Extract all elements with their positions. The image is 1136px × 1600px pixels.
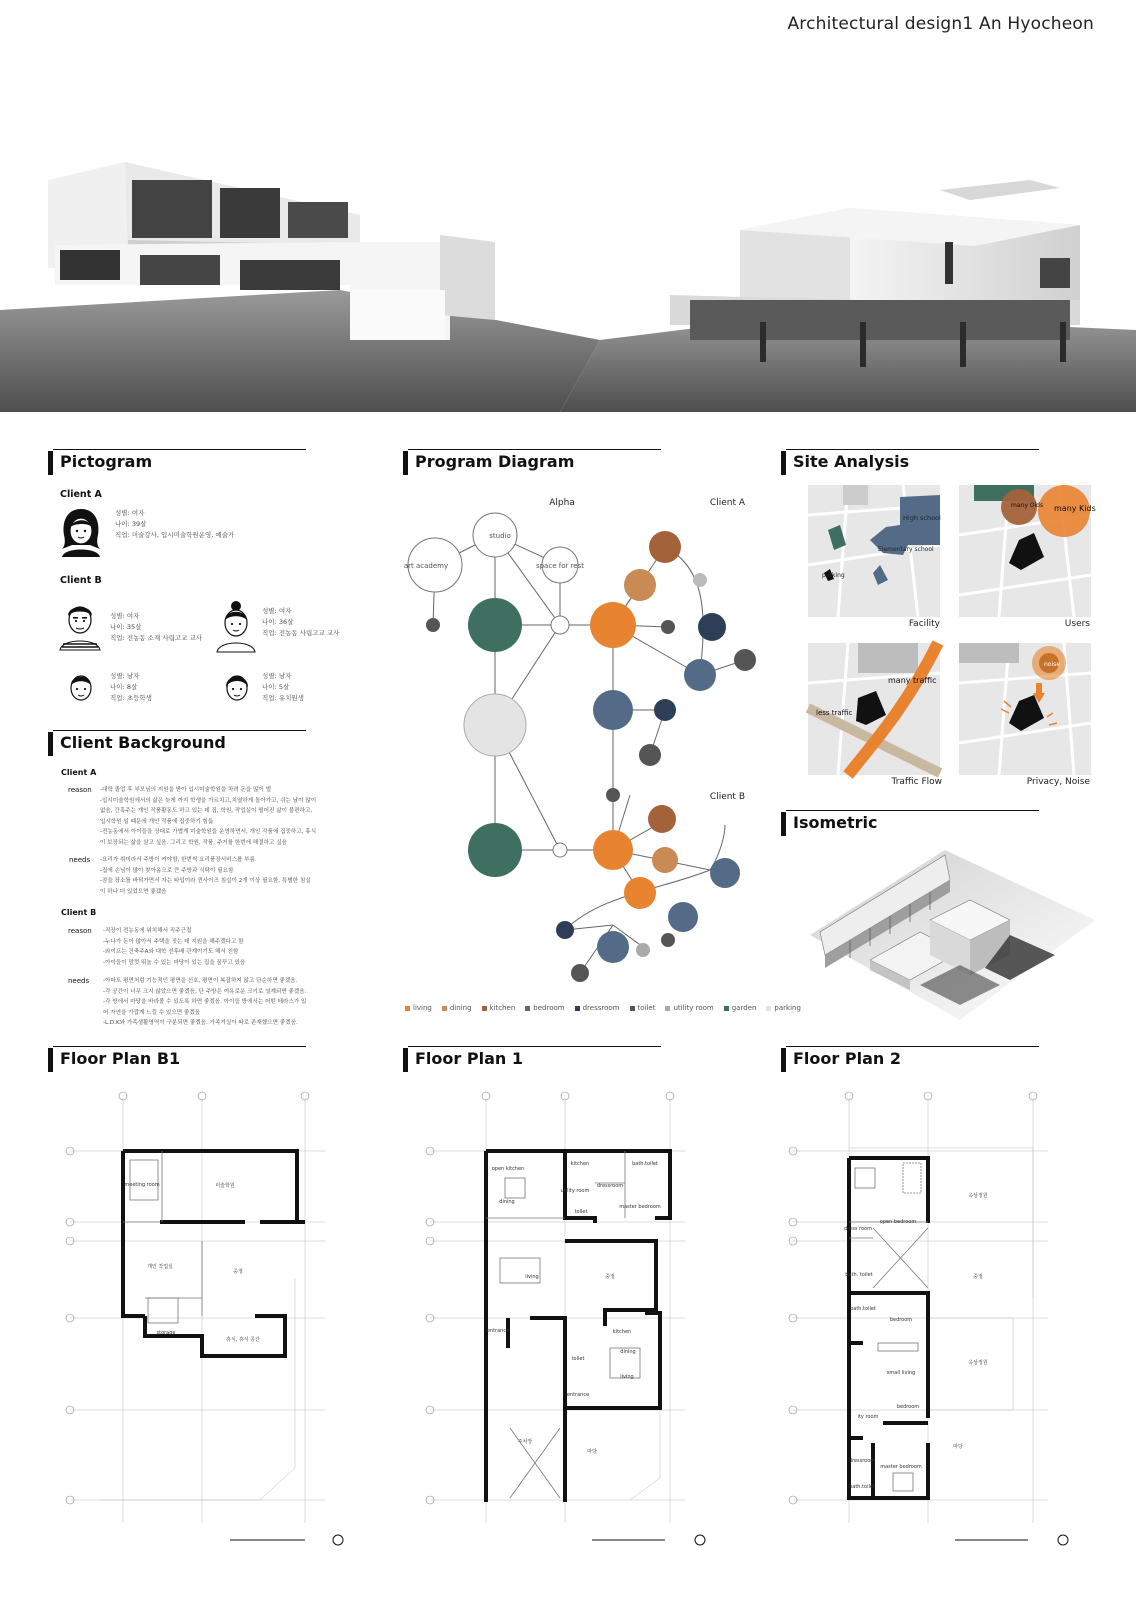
site-label-parking: parking — [822, 572, 845, 579]
plan-walls — [849, 1158, 928, 1498]
node-kitchen — [648, 805, 676, 833]
bg-line: -누나가 돈이 많아서 주택을 짓는 데 지원을 해주겠다고 함 — [103, 938, 244, 945]
legend-label: utility room — [673, 1004, 714, 1012]
room-label: 휴식, 휴식 공간 — [226, 1337, 260, 1343]
program-alpha-label: Alpha — [549, 498, 575, 508]
bg-line: -요리가 취미라서 주방이 커야함, 한번씩 요리품장서비스를 부름. — [100, 857, 257, 863]
node-kitchen — [649, 531, 681, 563]
section-title: Pictogram — [60, 452, 153, 471]
bg-line: -집에 손님이 많이 찾아옴으로 큰 주방과 식탁이 필요함 — [100, 867, 234, 874]
site-label-many-kids: many Kids — [1054, 504, 1096, 513]
bg-line: 없음, 간혹주는 개인 작품활동도 하고 있는 데 집, 학원, 작업실이 떨어진 삶이 불편하고, — [100, 808, 313, 814]
node-junction — [551, 616, 569, 634]
section-site — [781, 449, 1039, 475]
room-label: 중정 — [233, 1269, 243, 1275]
section-program — [403, 449, 661, 475]
north-arrow-icon — [1058, 1535, 1068, 1545]
legend-label: bedroom — [533, 1004, 565, 1012]
client-b1-info-line: 나이: 35살 — [110, 623, 142, 631]
client-b4-info-line: 성별: 남자 — [262, 672, 292, 680]
node-utility — [636, 943, 650, 957]
bg-line: -L.D.K와 가족생활영역이 구분되면 좋겠음. 가족거실이 따로 존재했으면 좋겠음. — [103, 1020, 298, 1026]
room-label: toilet — [574, 1209, 588, 1215]
poster-title: Architectural design1 An Hyocheon — [787, 14, 1094, 34]
legend-item — [724, 1004, 757, 1012]
room-label: dress room — [844, 1226, 872, 1232]
bg-line: -대학 졸업 후 부모님의 지원을 받아 입시미술학원을 차려 돈을 많이 벌 — [100, 787, 272, 793]
room-label: 중정 — [605, 1274, 615, 1280]
avatar-client-b-man — [58, 600, 102, 650]
room-label: 마당 — [953, 1444, 963, 1450]
program-client-a-label: Client A — [709, 498, 745, 508]
bg-client-b-label: Client B — [61, 908, 97, 917]
site-label-less-traffic: less traffic — [816, 709, 853, 717]
client-b4-info-line: 직업: 유치원생 — [262, 694, 304, 702]
bg-line: 입시학원 일 때문에 개인 작품에 집중하기 힘듦 — [100, 818, 214, 825]
room-label: open bedroom — [879, 1219, 917, 1225]
bg-line: -각 방에서 마당을 바라볼 수 있도록 하면 좋겠음. 아이들 방에서는 어떤 테라스가 있 — [103, 999, 307, 1005]
node-bedroom — [593, 690, 633, 730]
legend-label: living — [413, 1004, 432, 1012]
bg-line: -아파트 평면처럼 기능적인 평면을 선호, 평면이 복잡하지 않고 단순하면 좋겠음. — [103, 978, 298, 984]
floor-plan-2 — [783, 1088, 1073, 1558]
legend-label: kitchen — [489, 1004, 516, 1012]
legend-label: garden — [731, 1004, 757, 1012]
client-b3-info-line: 성별: 남자 — [110, 672, 140, 680]
avatar-client-a — [58, 505, 104, 557]
site-map-traffic — [808, 643, 940, 775]
program-diagram — [400, 485, 760, 995]
bg-line: -아이들이 맘껏 뛰놀 수 있는 마당이 있는 집을 꿈꾸고 있음 — [103, 959, 246, 966]
section-title: Floor Plan 1 — [415, 1049, 523, 1068]
section-title: Floor Plan 2 — [793, 1049, 901, 1068]
bg-line: 어 자연을 가깝게 느낄 수 있으면 좋겠음 — [103, 1009, 201, 1016]
node-utility — [693, 573, 707, 587]
site-label-many-olds: many Olds — [1011, 502, 1044, 509]
room-label: dressroom — [596, 1183, 624, 1189]
room-label: living — [620, 1374, 634, 1380]
node-garden — [468, 823, 522, 877]
node-parking — [464, 694, 526, 756]
left-ground — [0, 290, 600, 412]
isometric-drawing — [810, 840, 1100, 1040]
room-label: small living — [886, 1370, 916, 1376]
section-title: Isometric — [793, 813, 878, 832]
room-label: 미술학원 — [215, 1183, 235, 1189]
legend-item — [442, 1004, 472, 1012]
room-label: bedroom — [889, 1317, 913, 1323]
node-label-space-for-rest: space for rest — [535, 562, 585, 570]
bg-a-needs-label: needs — [69, 856, 91, 864]
legend-item — [482, 1004, 516, 1012]
legend-item — [766, 1004, 801, 1012]
program-client-b-label: Client B — [709, 792, 745, 802]
node-garden — [468, 598, 522, 652]
floor-plan-1 — [420, 1088, 710, 1558]
client-b1-info-line: 직업: 전농동 소재 사립고교 교사 — [110, 634, 203, 642]
node-toilet — [639, 744, 661, 766]
node-dining — [652, 847, 678, 873]
client-a-label: Client A — [60, 489, 102, 500]
client-b3-info-line: 나이: 8살 — [110, 683, 138, 691]
room-label: dressroom — [848, 1458, 876, 1464]
node-living — [590, 602, 636, 648]
node-bedroom — [710, 858, 740, 888]
section-plan-1 — [403, 1046, 661, 1072]
legend-item — [575, 1004, 620, 1012]
room-label: utility room — [560, 1188, 590, 1194]
room-label: entrance — [486, 1328, 510, 1334]
bg-line: -전농동에서 아이들을 상대로 가볍게 미술학원을 운영하면서, 개인 작품에 집중하고, 휴식 — [100, 829, 317, 835]
room-label: 옥상정원 — [968, 1193, 988, 1199]
site-label-high-school: High school — [903, 514, 941, 522]
client-a-info-line: 직업: 미술강사, 입시미술학원운영, 예술가 — [115, 531, 235, 539]
node-living — [624, 877, 656, 909]
node-toilet — [661, 933, 675, 947]
section-title: Program Diagram — [415, 452, 575, 471]
node-bedroom — [597, 931, 629, 963]
room-label: toilet — [571, 1356, 585, 1362]
room-label: bedroom — [896, 1404, 920, 1410]
section-title: Client Background — [60, 733, 226, 752]
site-map-privacy — [959, 643, 1091, 775]
node-dining — [624, 569, 656, 601]
section-background — [48, 730, 306, 756]
program-links — [433, 535, 745, 973]
room-label: 주차장 — [517, 1439, 533, 1445]
room-label: 개인 작업실 — [147, 1264, 173, 1270]
room-label: ity room — [857, 1414, 879, 1420]
room-label: 옥상정원 — [968, 1360, 988, 1366]
room-label: dining — [499, 1199, 515, 1205]
room-label: bath. toilet — [845, 1272, 873, 1278]
node-bedroom — [684, 659, 716, 691]
client-b-label: Client B — [60, 575, 102, 586]
room-label: bath.toilet — [849, 1484, 875, 1490]
section-pictogram — [48, 449, 306, 475]
node-toilet — [734, 649, 756, 671]
room-label: 중정 — [973, 1274, 983, 1280]
client-a-info-line: 성별: 여자 — [115, 509, 145, 517]
room-label: dining — [620, 1349, 636, 1355]
room-label: bath.toilet — [850, 1306, 876, 1312]
bg-line: 이 하나 더 있었으면 좋겠음 — [100, 888, 167, 895]
site-caption-traffic: Traffic Flow — [891, 777, 942, 787]
room-label: kitchen — [570, 1161, 590, 1167]
north-arrow-icon — [333, 1535, 343, 1545]
bg-line: -직장이 전농동에 위치해서 직주근접 — [103, 928, 192, 934]
client-b4-info-line: 나이: 5살 — [262, 683, 290, 691]
bg-a-needs — [100, 855, 311, 897]
bg-a-reason — [100, 785, 316, 848]
avatar-client-b-son-8 — [66, 671, 96, 705]
client-b1-info-line: 성별: 여자 — [110, 612, 140, 620]
section-plan-b1 — [48, 1046, 306, 1072]
bg-b-reason — [103, 926, 245, 968]
client-b2-info-line: 나이: 36살 — [262, 618, 294, 626]
client-a-info-line: 나이: 39살 — [115, 520, 147, 528]
avatar-client-b-woman — [214, 600, 258, 652]
program-nodes — [408, 513, 756, 982]
site-map-users — [959, 485, 1096, 617]
program-legend — [405, 1004, 801, 1012]
legend-label: dining — [449, 1004, 472, 1012]
avatar-client-b-son-5 — [222, 671, 252, 705]
legend-item — [405, 1004, 432, 1012]
room-label: kitchen — [612, 1329, 632, 1335]
node-label-studio: studio — [489, 532, 511, 540]
right-building — [670, 180, 1080, 367]
floor-plan-b1 — [60, 1088, 350, 1558]
section-title: Floor Plan B1 — [60, 1049, 181, 1068]
room-label: storage — [156, 1330, 176, 1336]
client-b3-info-line: 직업: 초등학생 — [110, 694, 152, 702]
room-label: 마당 — [587, 1449, 597, 1455]
bg-b-reason-label: reason — [68, 927, 92, 935]
legend-item — [665, 1004, 713, 1012]
node-junction — [553, 843, 567, 857]
room-label: meeting room — [124, 1182, 160, 1188]
section-plan-2 — [781, 1046, 1039, 1072]
room-label: bath.toilet — [632, 1161, 658, 1167]
node-toilet — [571, 964, 589, 982]
bg-client-a-label: Client A — [61, 768, 97, 777]
bg-line: 이 보장되는 삶을 살고 싶음. 그리고 학원, 작품, 주거를 한번에 해결하고 싶음 — [100, 839, 288, 846]
node-dressroom — [654, 699, 676, 721]
room-label: open kitchen — [491, 1166, 525, 1172]
node-dressroom — [556, 921, 574, 939]
room-label: entrance — [566, 1392, 590, 1398]
legend-item — [525, 1004, 564, 1012]
site-label-noise: noise — [1044, 661, 1060, 668]
node-toilet — [661, 620, 675, 634]
legend-label: toilet — [637, 1004, 656, 1012]
section-isometric — [781, 810, 1039, 836]
site-label-many-traffic: many traffic — [888, 676, 937, 685]
node-toilet — [606, 788, 620, 802]
north-arrow-icon — [695, 1535, 705, 1545]
bg-line: -입시미술학원에서의 삶은 늦게 까지 학생을 가르치고,치열하게 돌아가고, 쉬는 날이 많이 — [100, 797, 317, 804]
hero-renderings — [0, 150, 1136, 415]
bg-b-needs — [103, 976, 306, 1029]
bg-a-reason-label: reason — [68, 786, 92, 794]
site-label-elementary: Elementary school — [878, 546, 934, 553]
section-title: Site Analysis — [793, 452, 910, 471]
legend-item — [630, 1004, 656, 1012]
node-living — [593, 830, 633, 870]
room-label: living — [525, 1274, 539, 1280]
site-map-facility — [808, 485, 940, 617]
site-caption-facility: Facility — [908, 619, 940, 629]
bg-line: -잠을 장소를 바꿔가면서 자는 타입이라 퀸사이즈 침실이 2개 이상 필요함, 특별한 침실 — [100, 878, 311, 884]
bg-b-needs-label: needs — [68, 977, 90, 985]
node-bedroom — [668, 902, 698, 932]
room-label: master bedroom — [880, 1464, 922, 1470]
plan-grid — [793, 1098, 1048, 1523]
bg-line: -각 공간이 너무 크지 않았으면 좋겠음, 단 주방은 여유로운 크기로 설계되면 좋겠음. — [103, 988, 307, 995]
site-caption-privacy: Privacy, Noise — [1026, 777, 1090, 787]
legend-label: dressroom — [582, 1004, 620, 1012]
legend-label: parking — [774, 1004, 801, 1012]
room-label: master bedroom — [619, 1204, 661, 1210]
client-b2-info-line: 직업: 전농동 사립고교 교사 — [262, 629, 340, 637]
node-toilet — [426, 618, 440, 632]
node-dressroom — [698, 613, 726, 641]
plan-grid — [70, 1098, 325, 1523]
site-caption-users: Users — [1064, 619, 1090, 629]
bg-line: -와이프는 건축주A와 대학 선후배 관계이기도 해서 친함 — [103, 949, 239, 955]
node-label-art-academy: art academy — [403, 562, 449, 570]
client-b2-info-line: 성별: 여자 — [262, 607, 292, 615]
